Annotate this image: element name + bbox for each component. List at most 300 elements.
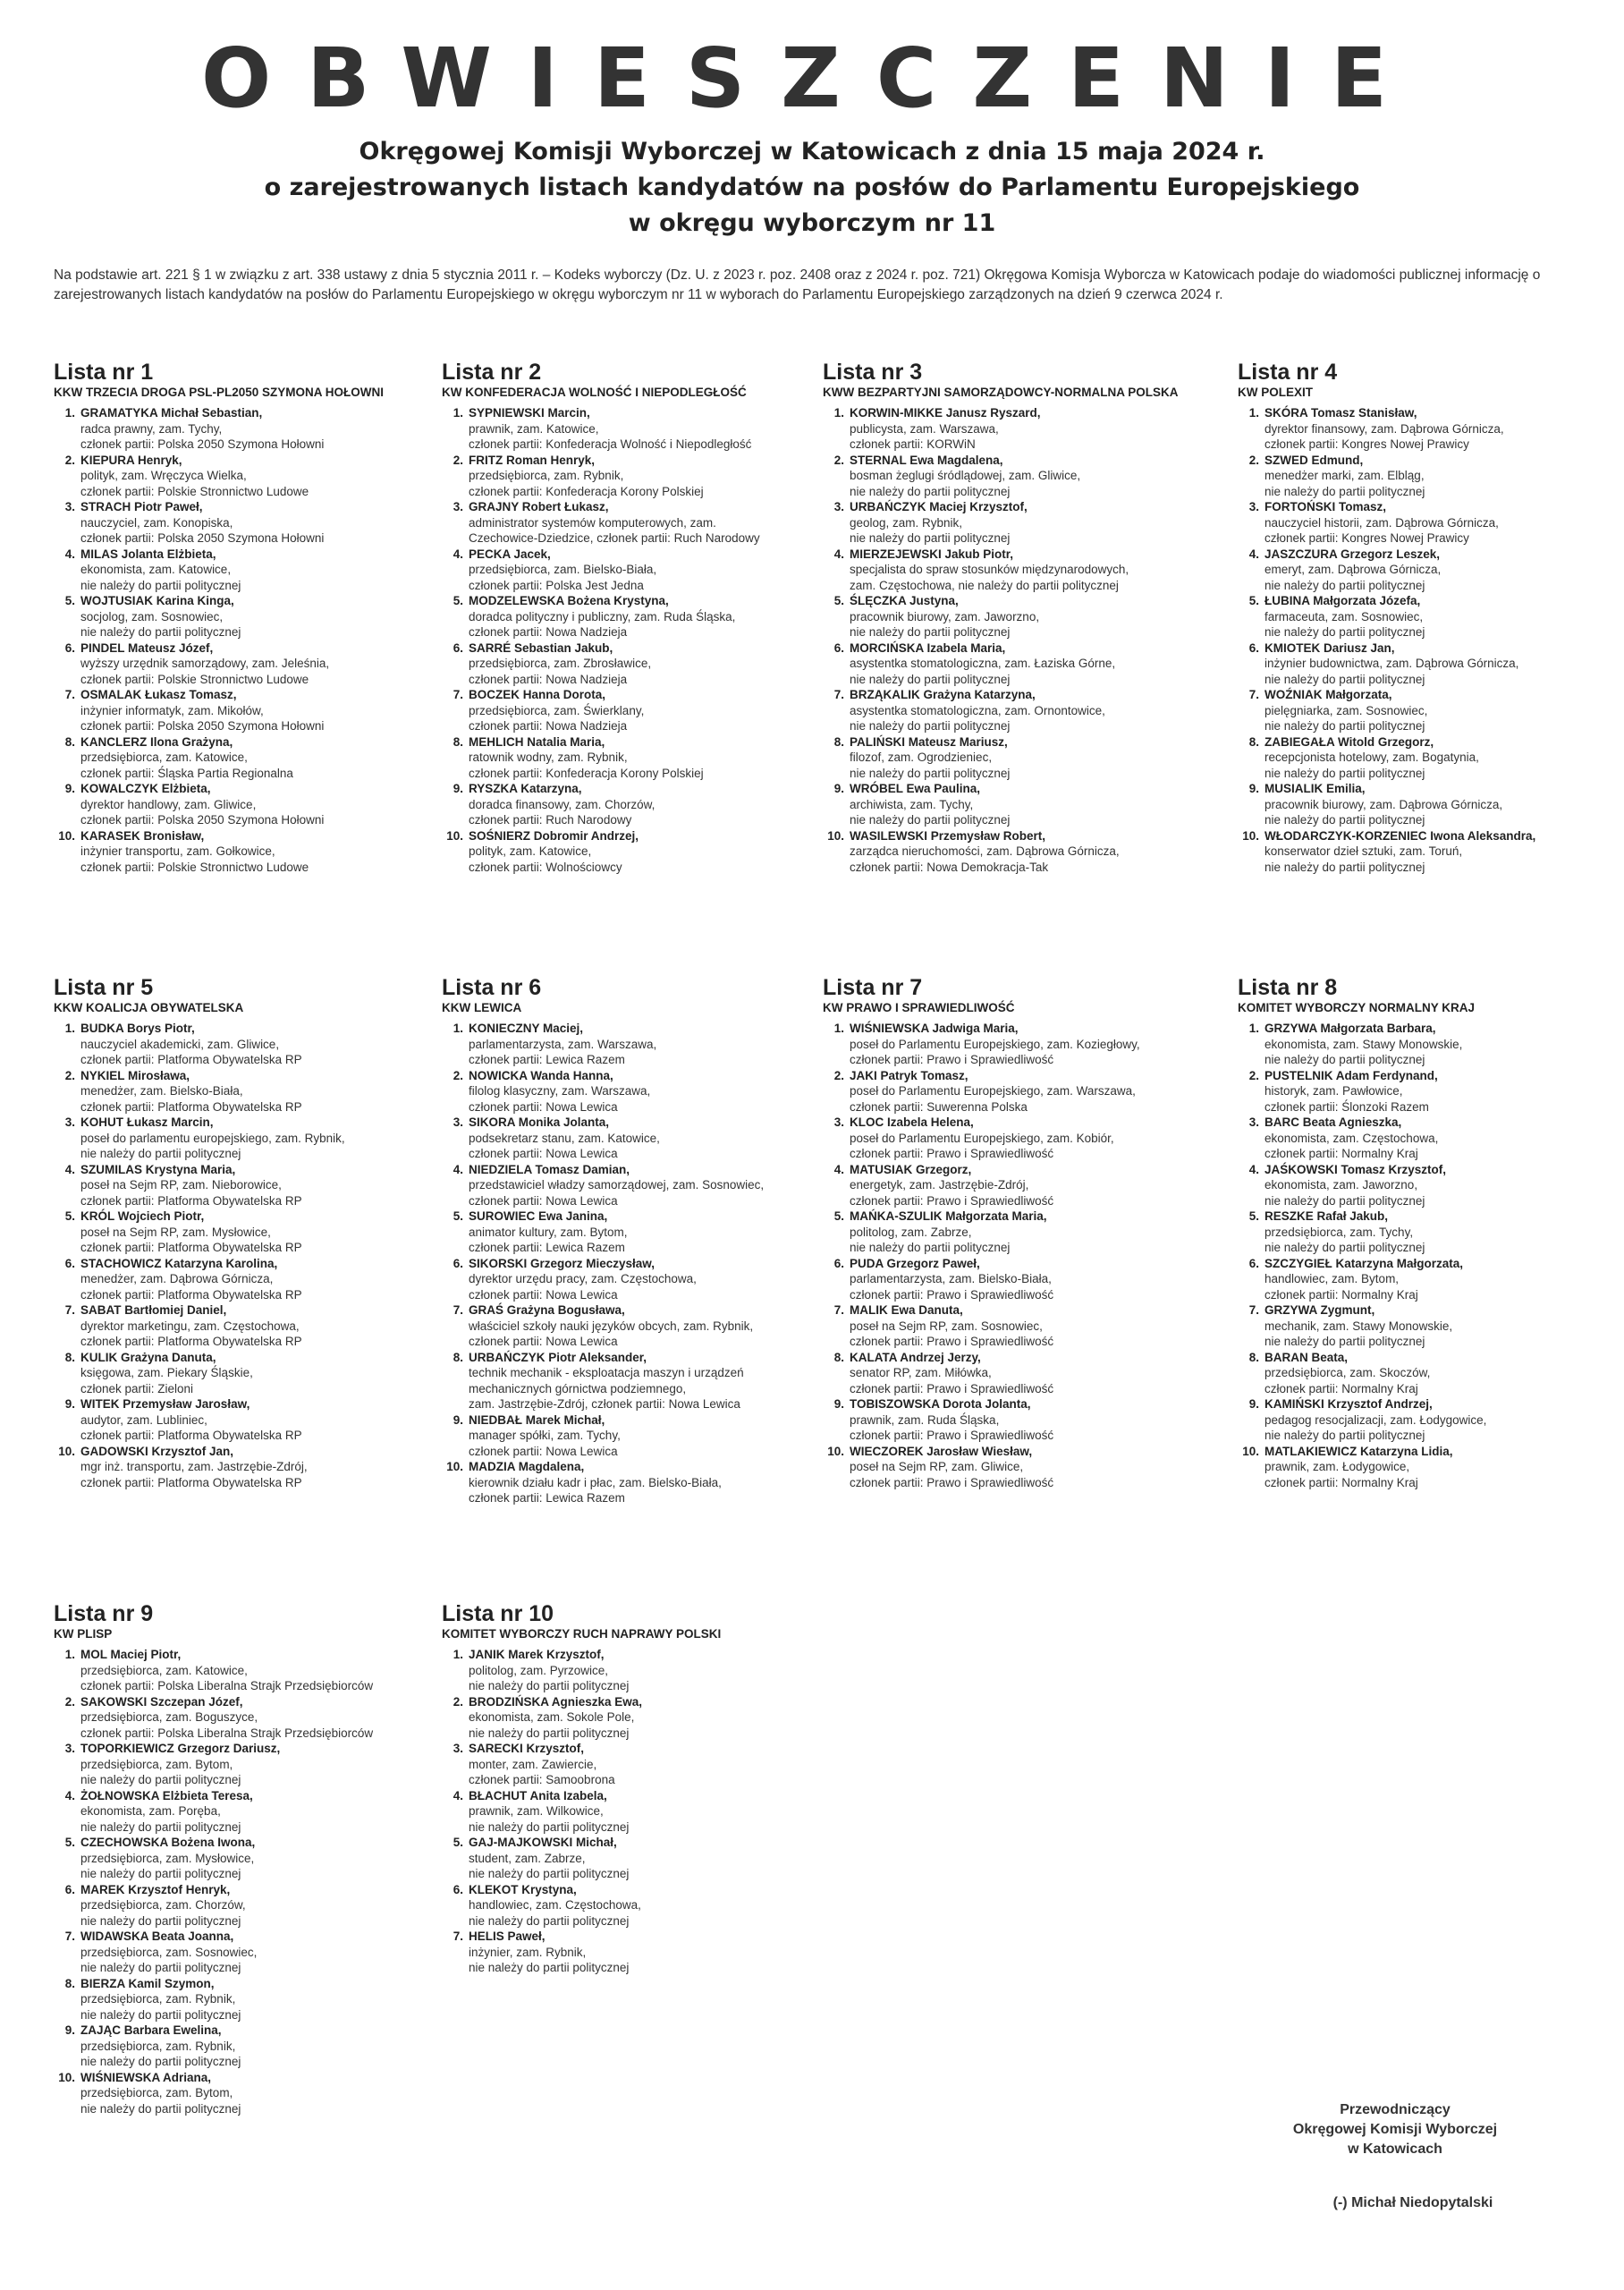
list-committee: KWW BEZPARTYJNI SAMORZĄDOWCY-NORMALNA POLSKA: [823, 386, 1179, 399]
candidate-detail: członek partii: Nowa Lewica: [469, 1444, 618, 1458]
candidate-number: 2.: [453, 1068, 463, 1082]
candidate-detail: mechanicznych górnictwa podziemnego,: [469, 1381, 687, 1395]
candidate-entry: [442, 1788, 817, 1836]
candidate-detail: przedsiębiorca, zam. Tychy,: [1265, 1225, 1414, 1239]
candidate-entry: [54, 734, 429, 782]
candidate-entry: [442, 781, 817, 828]
candidate-detail: przedsiębiorca, zam. Rybnik,: [80, 1992, 236, 2006]
candidate-number: 3.: [64, 1742, 75, 1755]
candidate-detail: ekonomista, zam. Sokole Pole,: [469, 1710, 635, 1724]
candidate-number: 6.: [833, 1256, 844, 1270]
candidate-detail: poseł do Parlamentu Europejskiego, zam. Warszawa,: [850, 1084, 1136, 1098]
candidate-detail: członek partii: Prawo i Sprawiedliwość: [850, 1475, 1054, 1489]
candidate-detail: członek partii: Wolnościowcy: [469, 860, 622, 874]
document-subtitle: [0, 134, 1624, 242]
candidate-number: 4.: [833, 1162, 844, 1176]
candidate-entry: [54, 1694, 429, 1742]
candidate-detail: członek partii: Ruch Narodowy: [469, 813, 632, 827]
candidate-detail: nie należy do partii politycznej: [80, 2055, 241, 2068]
candidate-entry: [442, 1929, 817, 1976]
candidate-detail: przedsiębiorca, zam. Mysłowice,: [80, 1851, 255, 1865]
list-title: Lista nr 9: [54, 1601, 154, 1626]
candidate-number: 8.: [453, 734, 463, 749]
candidate-entry: [1238, 453, 1613, 500]
candidate-detail: członek partii: Polskie Stronnictwo Ludowe: [80, 484, 309, 498]
candidate-detail: członek partii: Kongres Nowej Prawicy: [1265, 531, 1469, 545]
candidate-name: PINDEL Mateusz Józef,: [80, 640, 214, 655]
candidate-entry: [1238, 1021, 1613, 1068]
candidate-detail: energetyk, zam. Jastrzębie-Zdrój,: [850, 1178, 1029, 1192]
candidate-detail: członek partii: Platforma Obywatelska RP: [80, 1053, 302, 1066]
list-committee: KKW KOALICJA OBYWATELSKA: [54, 1001, 244, 1014]
candidate-number: 4.: [1248, 547, 1259, 561]
candidate-name: WIŚNIEWSKA Adriana,: [80, 2070, 212, 2084]
candidate-detail: przedsiębiorca, zam. Rybnik,: [80, 2039, 236, 2053]
candidate-name: KIEPURA Henryk,: [80, 453, 182, 467]
candidate-entry: [442, 1209, 817, 1256]
candidate-name: URBAŃCZYK Maciej Krzysztof,: [850, 500, 1028, 513]
list-committee: KW POLEXIT: [1238, 386, 1313, 399]
candidate-list: [442, 360, 817, 875]
candidate-name: WRÓBEL Ewa Paulina,: [850, 782, 981, 795]
list-committee: KKW TRZECIA DROGA PSL-PL2050 SZYMONA HOŁOWNI: [54, 386, 385, 399]
candidate-name: BIERZA Kamil Szymon,: [80, 1976, 215, 1990]
candidate-name: KAMIŃSKI Krzysztof Andrzej,: [1265, 1397, 1433, 1411]
candidate-entry: [1238, 593, 1613, 640]
candidate-detail: ekonomista, zam. Stawy Monowskie,: [1265, 1037, 1463, 1051]
candidate-detail: poseł na Sejm RP, zam. Mysłowice,: [80, 1225, 271, 1239]
candidate-number: 3.: [64, 1115, 75, 1129]
candidate-detail: radca prawny, zam. Tychy,: [80, 421, 223, 436]
candidate-detail: nie należy do partii politycznej: [850, 719, 1011, 733]
candidate-detail: inżynier, zam. Rybnik,: [469, 1945, 587, 1959]
candidate-detail: członek partii: Polskie Stronnictwo Ludowe: [80, 672, 309, 686]
candidate-entry: [442, 1694, 817, 1742]
candidate-detail: pielęgniarka, zam. Sosnowiec,: [1265, 703, 1428, 717]
candidate-detail: nie należy do partii politycznej: [1265, 813, 1425, 827]
candidate-detail: członek partii: Polska 2050 Szymona Hołowni: [80, 813, 325, 827]
candidate-name: SYPNIEWSKI Marcin,: [469, 406, 590, 420]
candidate-detail: członek partii: Nowa Lewica: [469, 1193, 618, 1208]
candidate-number: 9.: [64, 2023, 75, 2037]
candidate-detail: zarządca nieruchomości, zam. Dąbrowa Górnicza,: [850, 844, 1120, 858]
candidate-detail: animator kultury, zam. Bytom,: [469, 1225, 628, 1239]
candidate-name: SIKORSKI Grzegorz Mieczysław,: [469, 1256, 656, 1270]
candidate-entry: [823, 1396, 1198, 1444]
candidate-detail: poseł do Parlamentu Europejskiego, zam. Kobiór,: [850, 1131, 1114, 1145]
candidate-detail: poseł na Sejm RP, zam. Gliwice,: [850, 1460, 1024, 1473]
candidate-name: NOWICKA Wanda Hanna,: [469, 1068, 613, 1082]
candidate-detail: nie należy do partii politycznej: [1265, 1193, 1425, 1208]
candidate-number: 7.: [64, 1303, 75, 1317]
candidate-detail: członek partii: Nowa Demokracja-Tak: [850, 860, 1049, 874]
candidate-entry: [1238, 1350, 1613, 1397]
candidate-detail: nie należy do partii politycznej: [80, 2007, 241, 2022]
candidate-entry: [1238, 1302, 1613, 1350]
candidate-entry: [54, 1788, 429, 1836]
candidate-name: KOHUT Łukasz Marcin,: [80, 1115, 214, 1129]
candidate-detail: student, zam. Zabrze,: [469, 1851, 586, 1865]
document-title: OBWIESZCZENIE: [201, 30, 1423, 126]
list-committee: KOMITET WYBORCZY NORMALNY KRAJ: [1238, 1001, 1476, 1014]
candidate-name: KONIECZNY Maciej,: [469, 1022, 584, 1035]
candidate-name: WOJTUSIAK Karina Kinga,: [80, 594, 234, 607]
candidate-entry: [442, 1647, 817, 1694]
candidate-detail: członek partii: Konfederacja Korony Polskiej: [469, 766, 704, 780]
candidate-name: KLEKOT Krystyna,: [469, 1882, 577, 1896]
candidate-entry: [442, 687, 817, 734]
list-title: Lista nr 1: [54, 360, 154, 385]
candidate-name: NIEDBAŁ Marek Michał,: [469, 1412, 605, 1427]
candidate-number: 6.: [453, 1882, 463, 1896]
candidate-number: 1.: [64, 406, 75, 420]
candidate-number: 8.: [1248, 734, 1259, 749]
candidate-detail: parlamentarzysta, zam. Bielsko-Biała,: [850, 1272, 1052, 1285]
candidate-detail: emeryt, zam. Dąbrowa Górnicza,: [1265, 563, 1442, 576]
candidate-number: 1.: [453, 1648, 463, 1661]
candidate-number: 6.: [64, 1256, 75, 1270]
candidate-detail: nie należy do partii politycznej: [469, 1867, 630, 1880]
candidate-entry: [823, 547, 1198, 594]
candidate-detail: dyrektor urzędu pracy, zam. Częstochowa,: [469, 1272, 697, 1285]
candidate-name: MADZIA Magdalena,: [469, 1460, 585, 1473]
candidate-name: SARRÉ Sebastian Jakub,: [469, 640, 613, 655]
candidate-entry: [823, 593, 1198, 640]
candidate-entry: [54, 1396, 429, 1444]
candidate-name: ŚLĘCZKA Justyna,: [850, 594, 959, 607]
candidate-entry: [823, 781, 1198, 828]
candidate-detail: członek partii: Nowa Lewica: [469, 1335, 618, 1348]
candidate-entry: [442, 1162, 817, 1209]
candidate-number: 1.: [453, 406, 463, 420]
candidate-detail: ekonomista, zam. Jaworzno,: [1265, 1178, 1418, 1192]
candidate-list: [823, 360, 1198, 875]
list-title: Lista nr 5: [54, 975, 154, 1000]
candidate-entry: [442, 828, 817, 876]
candidate-detail: ekonomista, zam. Częstochowa,: [1265, 1131, 1439, 1145]
candidate-detail: członek partii: Polskie Stronnictwo Ludowe: [80, 860, 309, 874]
candidate-detail: członek partii: Polska 2050 Szymona Hołowni: [80, 531, 325, 545]
candidate-number: 10.: [446, 1460, 463, 1473]
candidate-detail: nie należy do partii politycznej: [80, 1147, 241, 1160]
candidate-detail: nauczyciel historii, zam. Dąbrowa Górnicza,: [1265, 515, 1499, 530]
candidate-name: BŁACHUT Anita Izabela,: [469, 1788, 607, 1802]
signature-line: Przewodniczący: [1340, 2102, 1451, 2117]
candidate-detail: nie należy do partii politycznej: [80, 1867, 241, 1880]
candidate-entry: [1238, 1162, 1613, 1209]
candidate-number: 7.: [833, 1303, 844, 1317]
candidate-entry: [1238, 1396, 1613, 1444]
candidate-name: HELIS Paweł,: [469, 1930, 546, 1943]
candidate-name: JAKI Patryk Tomasz,: [850, 1068, 968, 1082]
candidate-detail: audytor, zam. Lubliniec,: [80, 1412, 207, 1427]
candidate-entry: [54, 593, 429, 640]
candidate-name: CZECHOWSKA Bożena Iwona,: [80, 1836, 256, 1849]
candidate-number: 1.: [833, 1022, 844, 1035]
candidate-entry: [442, 734, 817, 782]
candidate-detail: członek partii: Prawo i Sprawiedliwość: [850, 1429, 1054, 1442]
candidate-number: 5.: [64, 594, 75, 607]
candidate-entry: [54, 828, 429, 876]
candidate-entry: [442, 1412, 817, 1460]
candidate-entry: [54, 2070, 429, 2117]
candidate-detail: przedsiębiorca, zam. Zbrosławice,: [469, 657, 652, 670]
candidate-detail: członek partii: Ślonzoki Razem: [1265, 1099, 1429, 1114]
candidate-number: 10.: [446, 828, 463, 843]
list-title: Lista nr 7: [823, 975, 923, 1000]
candidate-number: 3.: [1248, 1115, 1259, 1129]
candidate-name: MATUSIAK Grzegorz,: [850, 1162, 972, 1176]
candidate-name: STERNAL Ewa Magdalena,: [850, 453, 1003, 467]
candidate-detail: nie należy do partii politycznej: [1265, 860, 1425, 874]
candidate-detail: inżynier budownictwa, zam. Dąbrowa Górnicza,: [1265, 657, 1519, 670]
candidate-name: BRZĄKALIK Grażyna Katarzyna,: [850, 688, 1036, 701]
candidate-name: GAJ-MAJKOWSKI Michał,: [469, 1836, 617, 1849]
candidate-detail: filozof, zam. Ogrodzieniec,: [850, 751, 993, 764]
candidate-detail: nie należy do partii politycznej: [80, 1961, 241, 1974]
candidate-detail: nie należy do partii politycznej: [1265, 1241, 1425, 1254]
candidate-detail: konserwator dzieł sztuki, zam. Toruń,: [1265, 844, 1463, 858]
candidate-name: BUDKA Borys Piotr,: [80, 1022, 195, 1035]
candidate-entry: [54, 405, 429, 453]
candidate-number: 10.: [827, 828, 844, 843]
candidate-detail: politolog, zam. Zabrze,: [850, 1225, 972, 1239]
candidate-number: 9.: [833, 1397, 844, 1411]
candidate-number: 8.: [453, 1350, 463, 1364]
candidate-detail: nie należy do partii politycznej: [1265, 625, 1425, 639]
candidate-entry: [442, 1459, 817, 1506]
candidate-detail: członek partii: Polska Liberalna Strajk Przedsiębiorców: [80, 1679, 374, 1692]
candidate-name: KULIK Grażyna Danuta,: [80, 1350, 216, 1364]
candidate-detail: poseł na Sejm RP, zam. Nieborowice,: [80, 1178, 282, 1192]
candidate-entry: [823, 1302, 1198, 1350]
candidate-name: MILAS Jolanta Elżbieta,: [80, 547, 216, 561]
candidate-number: 5.: [833, 594, 844, 607]
signature-line: Okręgowej Komisji Wyborczej: [1292, 2122, 1498, 2137]
candidate-list: [54, 975, 429, 1490]
candidate-number: 3.: [453, 500, 463, 513]
candidate-name: MEHLICH Natalia Maria,: [469, 734, 605, 749]
candidate-list: [1238, 975, 1613, 1490]
list-title: Lista nr 4: [1238, 360, 1338, 385]
candidate-detail: senator RP, zam. Miłówka,: [850, 1366, 992, 1379]
candidate-name: GRAMATYKA Michał Sebastian,: [80, 406, 263, 420]
candidate-detail: nie należy do partii politycznej: [850, 766, 1011, 780]
candidate-number: 6.: [64, 1882, 75, 1896]
candidate-entry: [1238, 1115, 1613, 1162]
candidate-number: 9.: [453, 1412, 463, 1427]
candidate-name: MUSIALIK Emilia,: [1265, 782, 1366, 795]
candidate-detail: poseł do parlamentu europejskiego, zam. Rybnik,: [80, 1131, 345, 1145]
candidate-entry: [1238, 1444, 1613, 1491]
candidate-entry: [54, 1929, 429, 1976]
candidate-entry: [442, 640, 817, 688]
candidate-detail: członek partii: Prawo i Sprawiedliwość: [850, 1147, 1054, 1160]
candidate-name: SZUMILAS Krystyna Maria,: [80, 1162, 236, 1176]
candidate-detail: parlamentarzysta, zam. Warszawa,: [469, 1037, 657, 1051]
candidate-name: MAREK Krzysztof Henryk,: [80, 1882, 231, 1896]
candidate-detail: członek partii: Platforma Obywatelska RP: [80, 1241, 302, 1254]
candidate-detail: mgr inż. transportu, zam. Jastrzębie-Zdrój,: [80, 1460, 308, 1473]
candidate-number: 2.: [64, 1694, 75, 1709]
candidate-name: SABAT Bartłomiej Daniel,: [80, 1303, 227, 1317]
candidate-entry: [442, 1256, 817, 1303]
candidate-detail: przedsiębiorca, zam. Katowice,: [80, 751, 248, 764]
candidate-detail: nie należy do partii politycznej: [1265, 1053, 1425, 1066]
candidate-number: 5.: [453, 1836, 463, 1849]
candidate-detail: członek partii: Lewica Razem: [469, 1241, 625, 1254]
candidate-name: TOPORKIEWICZ Grzegorz Dariusz,: [80, 1742, 281, 1755]
signature-line: w Katowicach: [1348, 2142, 1442, 2157]
candidate-detail: administrator systemów komputerowych, zam.: [469, 515, 716, 530]
candidate-number: 6.: [453, 1256, 463, 1270]
list-title: Lista nr 2: [442, 360, 542, 385]
candidate-name: WITEK Przemysław Jarosław,: [80, 1397, 250, 1411]
candidate-number: 8.: [64, 1976, 75, 1990]
candidate-list: [442, 1601, 817, 1976]
candidate-detail: przedsiębiorca, zam. Boguszyce,: [80, 1710, 258, 1724]
candidate-list: [54, 360, 429, 875]
candidate-name: ŻOŁNOWSKA Elżbieta Teresa,: [80, 1788, 253, 1802]
candidate-number: 4.: [64, 547, 75, 561]
candidate-detail: prawnik, zam. Ruda Śląska,: [850, 1412, 1000, 1427]
candidate-entry: [54, 1882, 429, 1930]
candidate-detail: przedstawiciel władzy samorządowej, zam. Sosnowiec,: [469, 1178, 765, 1192]
candidate-detail: członek partii: Nowa Nadzieja: [469, 719, 628, 733]
candidate-entry: [442, 593, 817, 640]
candidate-entry: [54, 2023, 429, 2070]
candidate-detail: przedsiębiorca, zam. Rybnik,: [469, 469, 624, 482]
candidate-detail: nie należy do partii politycznej: [1265, 1335, 1425, 1348]
signature-block: [1234, 2100, 1556, 2159]
candidate-entry: [442, 1115, 817, 1162]
candidate-name: PUDA Grzegorz Paweł,: [850, 1256, 980, 1270]
candidate-detail: doradca finansowy, zam. Chorzów,: [469, 797, 656, 811]
candidate-number: 10.: [58, 1444, 75, 1458]
candidate-detail: wyższy urzędnik samorządowy, zam. Jeleśnia,: [80, 657, 330, 670]
candidate-entry: [54, 1976, 429, 2023]
candidate-detail: członek partii: Nowa Lewica: [469, 1147, 618, 1160]
candidate-detail: członek partii: Polska 2050 Szymona Hołowni: [80, 719, 325, 733]
candidate-detail: inżynier informatyk, zam. Mikołów,: [80, 703, 264, 717]
list-committee: KOMITET WYBORCZY RUCH NAPRAWY POLSKI: [442, 1627, 722, 1641]
candidate-number: 4.: [453, 1162, 463, 1176]
candidate-name: MORCIŃSKA Izabela Maria,: [850, 640, 1006, 655]
candidate-entry: [442, 1350, 817, 1412]
candidate-number: 6.: [1248, 1256, 1259, 1270]
candidate-entry: [54, 1209, 429, 1256]
candidate-entry: [54, 1302, 429, 1350]
candidate-name: SAKOWSKI Szczepan Józef,: [80, 1694, 243, 1709]
candidate-detail: polityk, zam. Katowice,: [469, 844, 592, 858]
candidate-detail: podsekretarz stanu, zam. Katowice,: [469, 1131, 660, 1145]
candidate-detail: członek partii: Polska 2050 Szymona Hołowni: [80, 437, 325, 451]
candidate-detail: członek partii: Suwerenna Polska: [850, 1099, 1028, 1114]
candidate-number: 2.: [64, 1068, 75, 1082]
candidate-name: GADOWSKI Krzysztof Jan,: [80, 1444, 234, 1458]
candidate-entry: [1238, 734, 1613, 782]
candidate-detail: nie należy do partii politycznej: [80, 625, 241, 639]
candidate-number: 1.: [833, 406, 844, 420]
candidate-detail: monter, zam. Zawiercie,: [469, 1757, 597, 1771]
candidate-name: KMIOTEK Dariusz Jan,: [1265, 640, 1395, 655]
candidate-number: 4.: [1248, 1162, 1259, 1176]
candidate-name: FORTOŃSKI Tomasz,: [1265, 500, 1387, 513]
candidate-detail: członek partii: Nowa Lewica: [469, 1099, 618, 1114]
candidate-entry: [442, 405, 817, 453]
candidate-entry: [823, 640, 1198, 688]
candidate-number: 1.: [453, 1022, 463, 1035]
candidate-name: JANIK Marek Krzysztof,: [469, 1648, 605, 1661]
candidate-detail: ekonomista, zam. Katowice,: [80, 563, 232, 576]
subtitle-line: w okręgu wyborczym nr 11: [628, 209, 996, 237]
candidate-name: BARAN Beata,: [1265, 1350, 1349, 1364]
candidate-detail: przedsiębiorca, zam. Bytom,: [80, 1757, 233, 1771]
candidate-name: GRAŚ Grażyna Bogusława,: [469, 1303, 625, 1317]
candidate-entry: [1238, 781, 1613, 828]
candidate-name: KARASEK Bronisław,: [80, 828, 205, 843]
candidate-detail: publicysta, zam. Warszawa,: [850, 421, 999, 436]
candidate-name: GRZYWA Małgorzata Barbara,: [1265, 1022, 1436, 1035]
list-title: Lista nr 10: [442, 1601, 554, 1626]
candidate-number: 7.: [833, 688, 844, 701]
candidate-list: [54, 1601, 429, 2116]
candidate-detail: bosman żeglugi śródlądowej, zam. Gliwice,: [850, 469, 1081, 482]
candidate-entry: [823, 1021, 1198, 1068]
candidate-detail: członek partii: Nowa Nadzieja: [469, 625, 628, 639]
candidate-detail: pedagog resocjalizacji, zam. Łodygowice,: [1265, 1412, 1487, 1427]
candidate-entry: [1238, 687, 1613, 734]
candidate-name: WIDAWSKA Beata Joanna,: [80, 1930, 234, 1943]
candidate-entry: [442, 1835, 817, 1882]
candidate-number: 2.: [833, 453, 844, 467]
list-committee: KW PRAWO I SPRAWIEDLIWOŚĆ: [823, 1001, 1015, 1014]
candidate-name: SZCZYGIEŁ Katarzyna Małgorzata,: [1265, 1256, 1464, 1270]
candidate-name: JAŚKOWSKI Tomasz Krzysztof,: [1265, 1162, 1447, 1176]
candidate-number: 10.: [58, 2070, 75, 2084]
candidate-detail: nauczyciel, zam. Konopiska,: [80, 515, 233, 530]
candidate-number: 7.: [64, 1930, 75, 1943]
candidate-number: 9.: [1248, 782, 1259, 795]
candidate-detail: członek partii: Normalny Kraj: [1265, 1381, 1418, 1395]
candidate-detail: handlowiec, zam. Bytom,: [1265, 1272, 1400, 1285]
candidate-detail: nie należy do partii politycznej: [850, 625, 1011, 639]
candidate-name: MATLAKIEWICZ Katarzyna Lidia,: [1265, 1444, 1453, 1458]
candidate-entry: [823, 499, 1198, 547]
candidate-name: WOŹNIAK Małgorzata,: [1265, 688, 1392, 701]
candidate-entry: [54, 1162, 429, 1209]
candidate-detail: nie należy do partii politycznej: [80, 578, 241, 592]
candidate-entry: [823, 1444, 1198, 1491]
candidate-detail: socjolog, zam. Sosnowiec,: [80, 609, 224, 623]
candidate-entry: [1238, 640, 1613, 688]
candidate-detail: nie należy do partii politycznej: [80, 1773, 241, 1786]
candidate-entry: [54, 1835, 429, 1882]
candidate-name: KANCLERZ Ilona Grażyna,: [80, 734, 233, 749]
candidate-detail: członek partii: Platforma Obywatelska RP: [80, 1475, 302, 1489]
list-committee: KW KONFEDERACJA WOLNOŚĆ I NIEPODLEGŁOŚĆ: [442, 386, 747, 399]
candidate-list: [1238, 360, 1613, 875]
candidate-detail: dyrektor finansowy, zam. Dąbrowa Górnicza,: [1265, 421, 1504, 436]
candidate-number: 2.: [1248, 453, 1259, 467]
candidate-entry: [54, 453, 429, 500]
candidate-detail: członek partii: Lewica Razem: [469, 1053, 625, 1066]
candidate-name: KORWIN-MIKKE Janusz Ryszard,: [850, 406, 1041, 420]
candidate-detail: członek partii: Prawo i Sprawiedliwość: [850, 1335, 1054, 1348]
candidate-detail: członek partii: Nowa Nadzieja: [469, 672, 628, 686]
candidate-entry: [54, 1256, 429, 1303]
candidate-detail: zam. Częstochowa, nie należy do partii politycznej: [850, 578, 1119, 592]
